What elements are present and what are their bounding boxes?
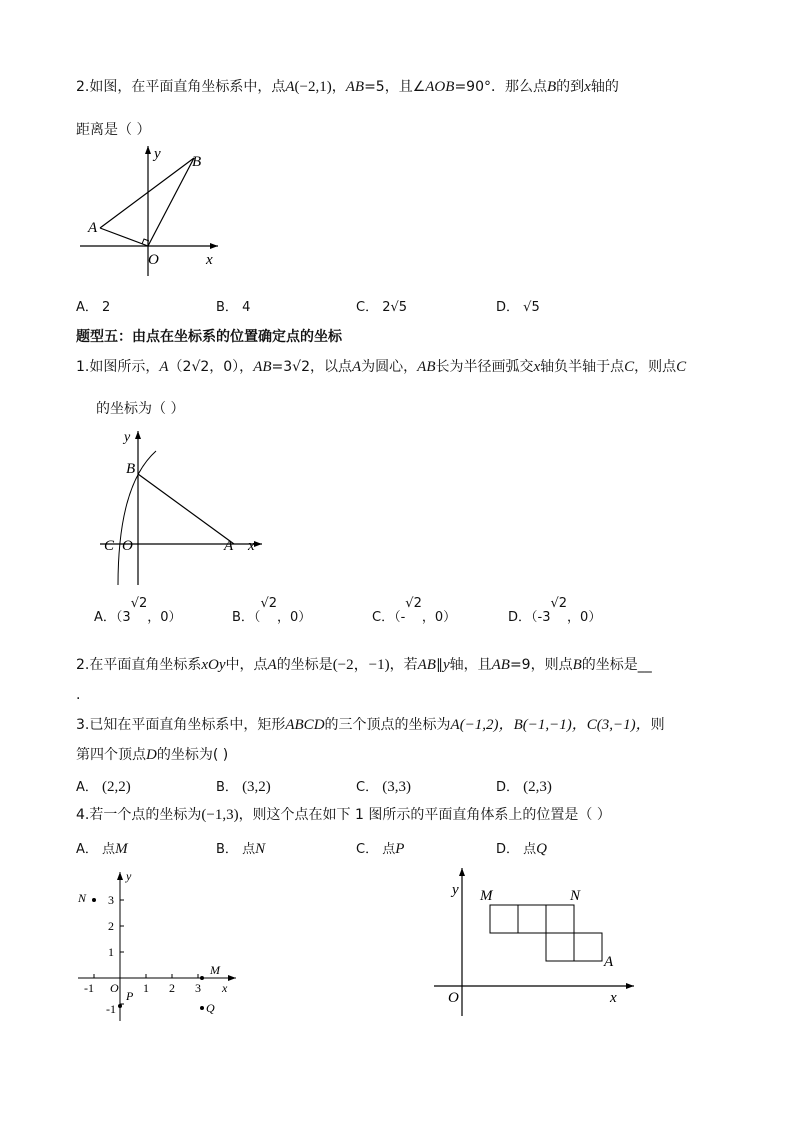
tick-y-3: 3 <box>108 893 114 907</box>
fig-label-b: B <box>192 154 202 170</box>
tick-y-1: 1 <box>108 945 114 959</box>
fig-label-a: A <box>88 220 98 236</box>
tick-y-2: 2 <box>108 919 114 933</box>
section-title: 题型五：由点在坐标系的位置确定点的坐标 <box>76 329 342 345</box>
q2-option-b[interactable]: B． 4 <box>216 300 251 315</box>
figure-arc-abc <box>96 425 271 590</box>
question-2-line2: 距离是（ ） <box>76 122 151 138</box>
fig-label-b: B <box>126 461 136 477</box>
fig-label-m: M <box>480 888 493 904</box>
fig-label-o: O <box>122 538 133 554</box>
fig-label-c: C <box>104 538 115 554</box>
q1-option-c[interactable]: C．（-√2，0） <box>372 596 457 625</box>
question-4-line1: 4.若一个点的坐标为(−1,3)，则这个点在如下 1 图所示的平面直角体系上的位置是（ ） <box>76 807 611 823</box>
q4-option-a[interactable]: A． 点M <box>76 841 128 857</box>
q3-option-b[interactable]: B． (3,2) <box>216 779 271 795</box>
tick-x-1: 1 <box>143 981 149 995</box>
tick-x-neg1: -1 <box>84 981 94 995</box>
fig-label-x: x <box>610 990 617 1006</box>
fig-label-o: O <box>148 252 159 268</box>
fig-label-x: x <box>206 252 213 268</box>
q3-option-c[interactable]: C． (3,3) <box>356 779 411 795</box>
fig-label-a: A <box>604 954 614 970</box>
point-q <box>200 1006 204 1010</box>
fig-label-y: y <box>124 430 131 445</box>
fig-label-x: x <box>222 981 228 995</box>
point-p-label: P <box>126 989 134 1003</box>
q3-option-a[interactable]: A． (2,2) <box>76 779 131 795</box>
point-n <box>92 898 96 902</box>
figure-triangle-aob <box>70 140 230 280</box>
fig-label-y: y <box>154 146 161 162</box>
point-n-label: N <box>78 891 87 905</box>
question-2-line1: 2.如图，在平面直角坐标系中，点A(−2,1)，AB=5，且∠AOB=90°．那么点B的到x轴的 <box>76 79 619 95</box>
question-2b-line2: . <box>76 687 81 703</box>
fig-label-o: O <box>448 990 459 1006</box>
question-3-line2: 第四个顶点D的坐标为( ) <box>76 747 229 763</box>
question-1-line2: 的坐标为（ ） <box>96 401 185 417</box>
point-q-label: Q <box>206 1001 215 1015</box>
figure-coordinate-points <box>70 866 250 1026</box>
tick-x-3: 3 <box>195 981 201 995</box>
fig-label-n: N <box>570 888 581 904</box>
q1-option-d[interactable]: D．（-3√2，0） <box>508 596 602 625</box>
q4-option-d[interactable]: D． 点Q <box>496 841 548 857</box>
figure-grid-squares <box>430 862 645 1022</box>
fig-label-x: x <box>248 538 255 554</box>
q3-option-d[interactable]: D． (2,3) <box>496 779 552 795</box>
point-m-label: M <box>210 963 220 977</box>
q4-option-b[interactable]: B． 点N <box>216 841 266 857</box>
fig-label-y: y <box>452 882 459 898</box>
point-m <box>200 976 204 980</box>
q1-option-b[interactable]: B．（√2，0） <box>232 596 312 625</box>
point-p <box>118 1004 122 1008</box>
fig-label-a: A <box>224 538 234 554</box>
question-3-line1: 3.已知在平面直角坐标系中，矩形ABCD的三个顶点的坐标为A(−1,2)，B(−1,−1)，C(3,−1)，则 <box>76 717 665 733</box>
q2-option-d[interactable]: D． √5 <box>496 300 540 315</box>
tick-y-neg1: -1 <box>106 1002 116 1016</box>
tick-x-2: 2 <box>169 981 175 995</box>
fig-label-y: y <box>126 869 132 883</box>
question-2b-line1: 2.在平面直角坐标系xOy中，点A的坐标是(−2，−1)，若AB∥y轴，且AB=9，则点B的坐标是__ <box>76 657 652 673</box>
question-1-line1: 1.如图所示，A（2√2，0），AB=3√2，以点A为圆心，AB长为半径画弧交x轴负半轴于点C，则点C <box>76 359 687 375</box>
q1-option-a[interactable]: A．（3√2，0） <box>94 596 182 625</box>
fig-label-o: O <box>110 981 119 995</box>
q2-option-a[interactable]: A． 2 <box>76 300 111 315</box>
q2-option-c[interactable]: C． 2√5 <box>356 300 408 315</box>
q4-option-c[interactable]: C． 点P <box>356 841 405 857</box>
